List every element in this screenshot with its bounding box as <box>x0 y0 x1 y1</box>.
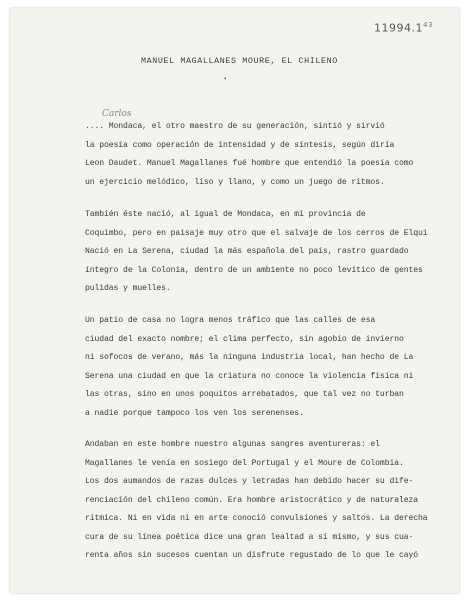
body-line: rítmica. Ni en vida ni en arte conoció convulsiones y saltos. La derecha <box>85 514 428 523</box>
body-line: renciación del chileno común. Era hombre aristocrático y de naturaleza <box>85 496 418 505</box>
body-line: renta años sin sucesos cuentan un disfrute regustado de lo que le cayó <box>85 551 418 560</box>
body-line: Coquimbo, pero en paisaje muy otro que el salvaje de los cerros de Elqui <box>85 229 428 238</box>
typewritten-page <box>10 8 459 593</box>
handwritten-annotation: Carlos <box>102 109 132 119</box>
body-line: las otras, sino en unos poquitos arrebatados, que tal vez no turban <box>85 390 404 399</box>
body-line: Leon Daudet. Manuel Magallanes fué hombre que entendió la poesía como <box>85 159 414 168</box>
body-line: ni sofocos de verano, más la ninguna industria local, han hecho de La <box>85 353 414 362</box>
body-line: Serena una ciudad en que la criatura no conoce la violencia física ni <box>85 372 414 381</box>
body-line: la poesía como operación de intensidad y de síntesis, según diría <box>85 141 395 150</box>
body-line: Los dos aumandos de razas dulces y letradas han debido hacer su dife- <box>85 477 414 486</box>
catalog-number-main: 11994.1 <box>374 21 423 35</box>
catalog-number <box>374 21 433 35</box>
document-title: MANUEL MAGALLANES MOURE, EL CHILENO <box>141 56 338 66</box>
body-line: a nadie porque tampoco los ven los serenenses. <box>85 409 304 418</box>
body-line: También éste nació, al igual de Mondaca, en mi provincia de <box>85 210 366 219</box>
body-line: un ejercicio melódico, liso y llano, y como un juego de ritmos. <box>85 178 385 187</box>
body-line: íntegro de la Colonia, dentro de un ambiente no poco levítico de gentes <box>85 266 423 275</box>
body-line: ciudad del exacto nombre; el clima perfecto, sin agobio de invierno <box>85 335 404 344</box>
body-line: cura de su línea poética dice una gran lealtad a sí mismo, y sus cua- <box>85 533 414 542</box>
body-line: pulidas y muelles. <box>85 284 171 293</box>
body-line: Magallanes le venía en sosiego del Portugal y el Moure de Colombia. <box>85 459 404 468</box>
body-line: .... Mondaca, el otro maestro de su generación, sintió y sirvió <box>85 122 385 131</box>
body-line: Un patio de casa no logra menos tráfico que las calles de esa <box>85 316 376 325</box>
body-line: Andaban en este hombre nuestro algunas sangres aventureras: el <box>85 440 380 449</box>
title-mark: • <box>224 75 227 83</box>
catalog-number-suffix: 43 <box>423 21 433 29</box>
body-line: Nació en La Serena, ciudad la más española del país, rastro guardado <box>85 247 409 256</box>
